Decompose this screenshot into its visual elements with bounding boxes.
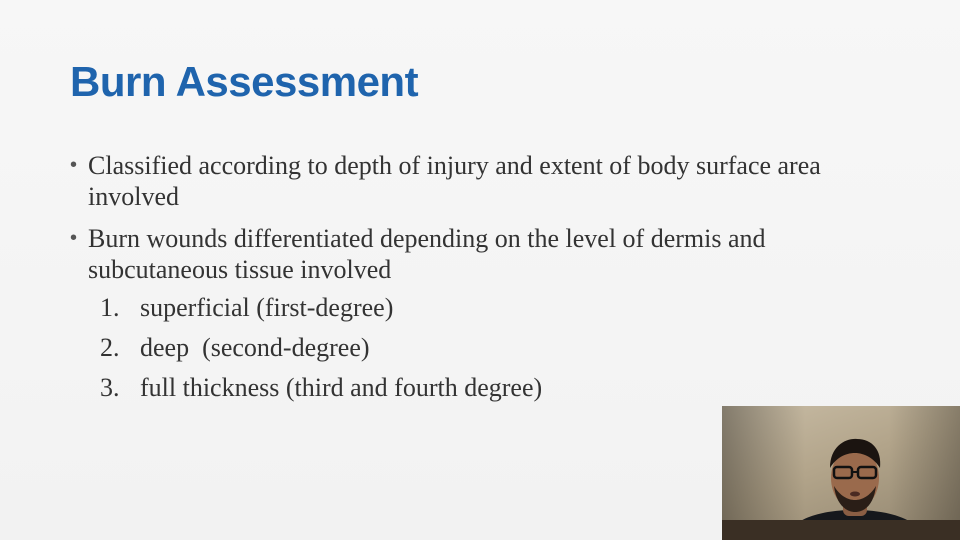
numbered-text: full thickness (third and fourth degree) xyxy=(140,373,543,402)
webcam-couch xyxy=(722,520,960,540)
bullet-item xyxy=(70,223,890,285)
bullet-text: Burn wounds differentiated depending on the level of dermis and subcutaneous tissue involved xyxy=(88,224,766,284)
numbered-item xyxy=(100,292,542,323)
bullet-text: Classified according to depth of injury and extent of body surface area involved xyxy=(88,151,821,211)
bullet-list xyxy=(70,150,890,296)
presenter-webcam xyxy=(722,406,960,540)
numbered-marker: 2. xyxy=(100,333,120,362)
numbered-text: deep (second-degree) xyxy=(140,333,370,362)
numbered-list xyxy=(100,292,542,412)
slide-title: Burn Assessment xyxy=(70,58,419,105)
bullet-icon: • xyxy=(70,154,78,176)
bullet-icon: • xyxy=(70,227,78,249)
numbered-marker: 3. xyxy=(100,373,120,402)
bullet-item xyxy=(70,150,890,212)
numbered-item xyxy=(100,372,542,403)
numbered-item xyxy=(100,332,542,363)
numbered-marker: 1. xyxy=(100,293,120,322)
numbered-text: superficial (first-degree) xyxy=(140,293,394,322)
